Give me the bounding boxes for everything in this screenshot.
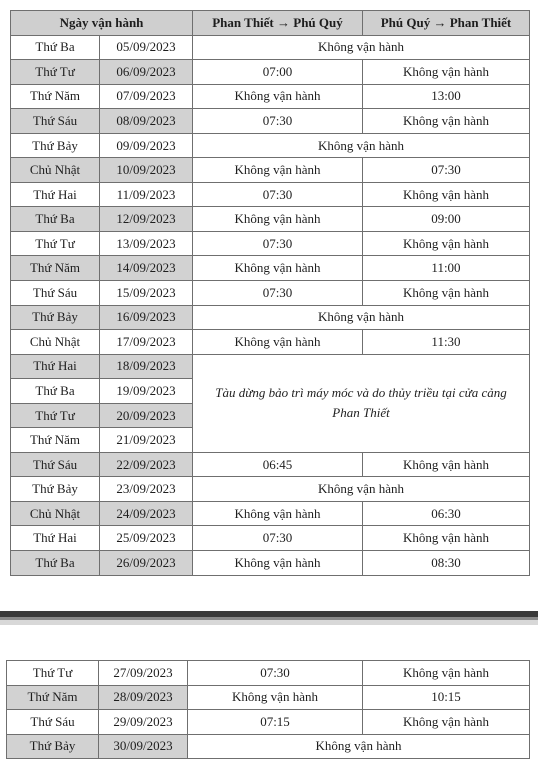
phu-quy-to-phan-thiet-cell: Không vận hành	[363, 452, 530, 477]
phu-quy-to-phan-thiet-cell: Không vận hành	[363, 526, 530, 551]
phan-thiet-to-phu-quy-cell: 07:30	[193, 526, 363, 551]
table-row	[11, 133, 530, 158]
table-row	[11, 256, 530, 281]
header-date: Ngày vận hành	[11, 11, 193, 36]
phu-quy-to-phan-thiet-cell: Không vận hành	[363, 182, 530, 207]
day-cell: Chủ Nhật	[11, 501, 100, 526]
phan-thiet-to-phu-quy-cell: Không vận hành	[193, 256, 363, 281]
header-phu-quy-to-phan-thiet: Phú Quý → Phan Thiết	[363, 11, 530, 36]
phu-quy-to-phan-thiet-cell: Không vận hành	[363, 60, 530, 85]
date-cell: 13/09/2023	[100, 231, 193, 256]
phan-thiet-to-phu-quy-cell: Không vận hành	[193, 207, 363, 232]
date-cell: 18/09/2023	[100, 354, 193, 379]
day-cell: Thứ Sáu	[7, 710, 99, 735]
day-cell: Thứ Năm	[11, 428, 100, 453]
day-cell: Thứ Bảy	[7, 734, 99, 759]
date-cell: 14/09/2023	[100, 256, 193, 281]
phan-thiet-to-phu-quy-cell: 07:00	[193, 60, 363, 85]
day-cell: Thứ Bảy	[11, 305, 100, 330]
table-row	[7, 685, 530, 710]
table-row	[11, 281, 530, 306]
table-row	[7, 734, 530, 759]
phan-thiet-to-phu-quy-cell: 07:30	[193, 231, 363, 256]
table-row	[11, 207, 530, 232]
day-cell: Thứ Sáu	[11, 452, 100, 477]
day-cell: Thứ Tư	[11, 60, 100, 85]
not-operating-cell: Không vận hành	[193, 477, 530, 502]
phu-quy-to-phan-thiet-cell: 07:30	[363, 158, 530, 183]
header-phan-thiet-to-phu-quy: Phan Thiết → Phú Quý	[193, 11, 363, 36]
schedule-body	[11, 35, 530, 575]
date-cell: 24/09/2023	[100, 501, 193, 526]
table-row	[11, 158, 530, 183]
table-row	[11, 109, 530, 134]
phan-thiet-to-phu-quy-cell: 07:15	[188, 710, 363, 735]
day-cell: Thứ Tư	[11, 231, 100, 256]
table-row	[11, 330, 530, 355]
phan-thiet-to-phu-quy-cell: Không vận hành	[193, 158, 363, 183]
date-cell: 26/09/2023	[100, 551, 193, 576]
table-row	[7, 661, 530, 686]
phu-quy-to-phan-thiet-cell: 06:30	[363, 501, 530, 526]
phan-thiet-to-phu-quy-cell: Không vận hành	[193, 551, 363, 576]
date-cell: 27/09/2023	[99, 661, 188, 686]
table-row	[11, 305, 530, 330]
not-operating-cell: Không vận hành	[188, 734, 530, 759]
day-cell: Chủ Nhật	[11, 330, 100, 355]
phan-thiet-to-phu-quy-cell: Không vận hành	[193, 84, 363, 109]
schedule-table-continued	[6, 660, 530, 759]
day-cell: Chủ Nhật	[11, 158, 100, 183]
date-cell: 30/09/2023	[99, 734, 188, 759]
phan-thiet-to-phu-quy-cell: 07:30	[193, 182, 363, 207]
date-cell: 09/09/2023	[100, 133, 193, 158]
date-cell: 07/09/2023	[100, 84, 193, 109]
table-row	[11, 354, 530, 379]
date-cell: 16/09/2023	[100, 305, 193, 330]
phu-quy-to-phan-thiet-cell: 11:00	[363, 256, 530, 281]
date-cell: 22/09/2023	[100, 452, 193, 477]
date-cell: 23/09/2023	[100, 477, 193, 502]
date-cell: 06/09/2023	[100, 60, 193, 85]
schedule-table	[10, 10, 530, 576]
date-cell: 17/09/2023	[100, 330, 193, 355]
table-row	[11, 526, 530, 551]
phu-quy-to-phan-thiet-cell: 09:00	[363, 207, 530, 232]
maintenance-note: Tàu dừng bảo trì máy móc và do thủy triều tại cửa cảng Phan Thiết	[193, 354, 530, 452]
phan-thiet-to-phu-quy-cell: Không vận hành	[193, 330, 363, 355]
date-cell: 10/09/2023	[100, 158, 193, 183]
page-break-divider	[0, 611, 538, 625]
header-row	[11, 11, 530, 36]
day-cell: Thứ Bảy	[11, 133, 100, 158]
phu-quy-to-phan-thiet-cell: 13:00	[363, 84, 530, 109]
day-cell: Thứ Tư	[7, 661, 99, 686]
date-cell: 08/09/2023	[100, 109, 193, 134]
phu-quy-to-phan-thiet-cell: Không vận hành	[363, 710, 530, 735]
day-cell: Thứ Năm	[11, 84, 100, 109]
phan-thiet-to-phu-quy-cell: 06:45	[193, 452, 363, 477]
date-cell: 05/09/2023	[100, 35, 193, 60]
date-cell: 15/09/2023	[100, 281, 193, 306]
table-row	[11, 551, 530, 576]
day-cell: Thứ Năm	[7, 685, 99, 710]
day-cell: Thứ Hai	[11, 526, 100, 551]
table-row	[11, 84, 530, 109]
phu-quy-to-phan-thiet-cell: 11:30	[363, 330, 530, 355]
phan-thiet-to-phu-quy-cell: 07:30	[193, 281, 363, 306]
day-cell: Thứ Ba	[11, 551, 100, 576]
day-cell: Thứ Ba	[11, 35, 100, 60]
phu-quy-to-phan-thiet-cell: Không vận hành	[363, 231, 530, 256]
date-cell: 21/09/2023	[100, 428, 193, 453]
day-cell: Thứ Ba	[11, 207, 100, 232]
day-cell: Thứ Năm	[11, 256, 100, 281]
table-row	[7, 710, 530, 735]
phan-thiet-to-phu-quy-cell: Không vận hành	[188, 685, 363, 710]
day-cell: Thứ Sáu	[11, 281, 100, 306]
phan-thiet-to-phu-quy-cell: Không vận hành	[193, 501, 363, 526]
table-row	[11, 231, 530, 256]
not-operating-cell: Không vận hành	[193, 133, 530, 158]
day-cell: Thứ Hai	[11, 182, 100, 207]
day-cell: Thứ Hai	[11, 354, 100, 379]
table-row	[11, 501, 530, 526]
phu-quy-to-phan-thiet-cell: 10:15	[363, 685, 530, 710]
date-cell: 25/09/2023	[100, 526, 193, 551]
phan-thiet-to-phu-quy-cell: 07:30	[188, 661, 363, 686]
date-cell: 12/09/2023	[100, 207, 193, 232]
phan-thiet-to-phu-quy-cell: 07:30	[193, 109, 363, 134]
table-row	[11, 35, 530, 60]
day-cell: Thứ Bảy	[11, 477, 100, 502]
table-row	[11, 60, 530, 85]
day-cell: Thứ Ba	[11, 379, 100, 404]
table-row	[11, 182, 530, 207]
date-cell: 19/09/2023	[100, 379, 193, 404]
date-cell: 20/09/2023	[100, 403, 193, 428]
not-operating-cell: Không vận hành	[193, 35, 530, 60]
date-cell: 28/09/2023	[99, 685, 188, 710]
phu-quy-to-phan-thiet-cell: Không vận hành	[363, 109, 530, 134]
table-row	[11, 477, 530, 502]
phu-quy-to-phan-thiet-cell: Không vận hành	[363, 281, 530, 306]
day-cell: Thứ Sáu	[11, 109, 100, 134]
phu-quy-to-phan-thiet-cell: Không vận hành	[363, 661, 530, 686]
date-cell: 11/09/2023	[100, 182, 193, 207]
table-row	[11, 452, 530, 477]
date-cell: 29/09/2023	[99, 710, 188, 735]
phu-quy-to-phan-thiet-cell: 08:30	[363, 551, 530, 576]
schedule-body-continued	[7, 661, 530, 759]
not-operating-cell: Không vận hành	[193, 305, 530, 330]
day-cell: Thứ Tư	[11, 403, 100, 428]
